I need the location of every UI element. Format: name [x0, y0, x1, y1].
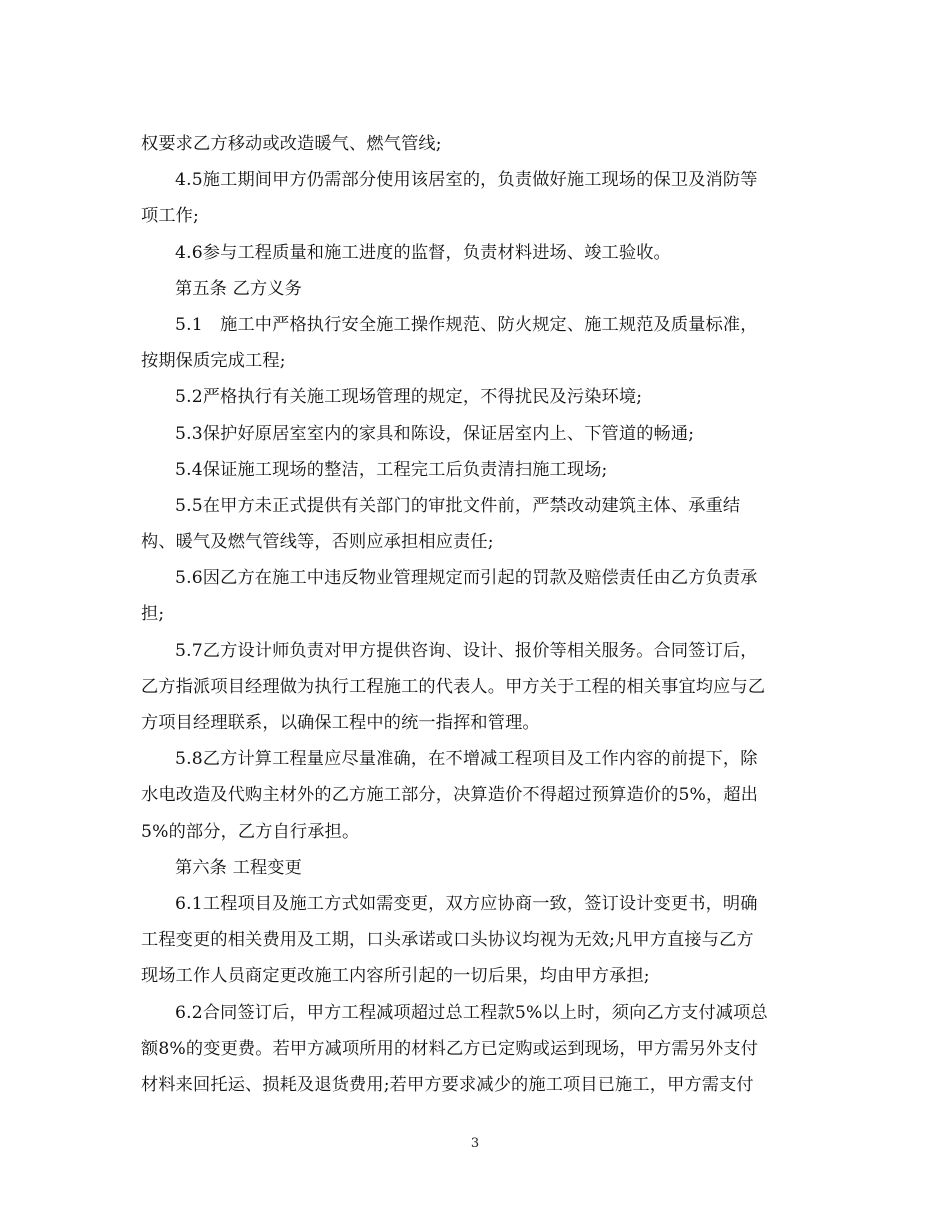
text-line: 担; [141, 604, 165, 625]
document-body [141, 126, 807, 1103]
text-line: 5.7乙方设计师负责对甲方提供咨询、设计、报价等相关服务。合同签订后， [175, 640, 758, 661]
text-line: 5.4保证施工现场的整洁，工程完工后负责清扫施工现场; [175, 459, 608, 480]
text-line: 5.2严格执行有关施工现场管理的规定，不得扰民及污染环境; [175, 387, 643, 408]
text-line: 按期保质完成工程; [141, 351, 286, 372]
text-line: 5.1 施工中严格执行安全施工操作规范、防火规定、施工规范及质量标准， [175, 314, 758, 335]
text-line: 工程变更的相关费用及工期，口头承诺或口头协议均视为无效;凡甲方直接与乙方 [141, 930, 754, 951]
text-line: 5.8乙方计算工程量应尽量准确，在不增减工程项目及工作内容的前提下，除 [175, 749, 758, 770]
text-line: 5.6因乙方在施工中违反物业管理规定而引起的罚款及赔偿责任由乙方负责承 [175, 568, 758, 589]
text-line: 4.5施工期间甲方仍需部分使用该居室的，负责做好施工现场的保卫及消防等 [175, 170, 758, 191]
text-line: 5.3保护好原居室室内的家具和陈设，保证居室内上、下管道的畅通; [175, 423, 695, 444]
text-line: 5%的部分，乙方自行承担。 [141, 821, 360, 842]
page-number: 3 [470, 1136, 480, 1151]
text-line: 第五条 乙方义务 [175, 278, 302, 299]
text-line: 构、暖气及燃气管线等，否则应承担相应责任; [141, 532, 494, 553]
text-line: 乙方指派项目经理做为执行工程施工的代表人。甲方关于工程的相关事宜均应与乙 [141, 676, 766, 697]
text-line: 水电改造及代购主材外的乙方施工部分，决算造价不得超过预算造价的5%，超出 [141, 785, 759, 806]
text-line: 第六条 工程变更 [175, 857, 302, 878]
text-line: 5.5在甲方未正式提供有关部门的审批文件前，严禁改动建筑主体、承重结 [175, 495, 741, 516]
text-line: 项工作; [141, 206, 199, 227]
text-line: 4.6参与工程质量和施工进度的监督，负责材料进场、竣工验收。 [175, 242, 671, 263]
text-line: 6.1工程项目及施工方式如需变更，双方应协商一致，签订设计变更书，明确 [175, 893, 758, 914]
text-line: 方项目经理联系，以确保工程中的统一指挥和管理。 [141, 713, 540, 733]
text-line: 现场工作人员商定更改施工内容所引起的一切后果，均由甲方承担; [141, 966, 650, 987]
text-line: 额8%的变更费。若甲方减项所用的材料乙方已定购或运到现场，甲方需另外支付 [141, 1038, 759, 1059]
text-line: 权要求乙方移动或改造暖气、燃气管线; [141, 134, 442, 154]
text-line: 6.2合同签订后，甲方工程减项超过总工程款5%以上时，须向乙方支付减项总 [175, 1002, 768, 1023]
text-line: 材料来回托运、损耗及退货费用;若甲方要求减少的施工项目已施工，甲方需支付 [141, 1074, 754, 1095]
